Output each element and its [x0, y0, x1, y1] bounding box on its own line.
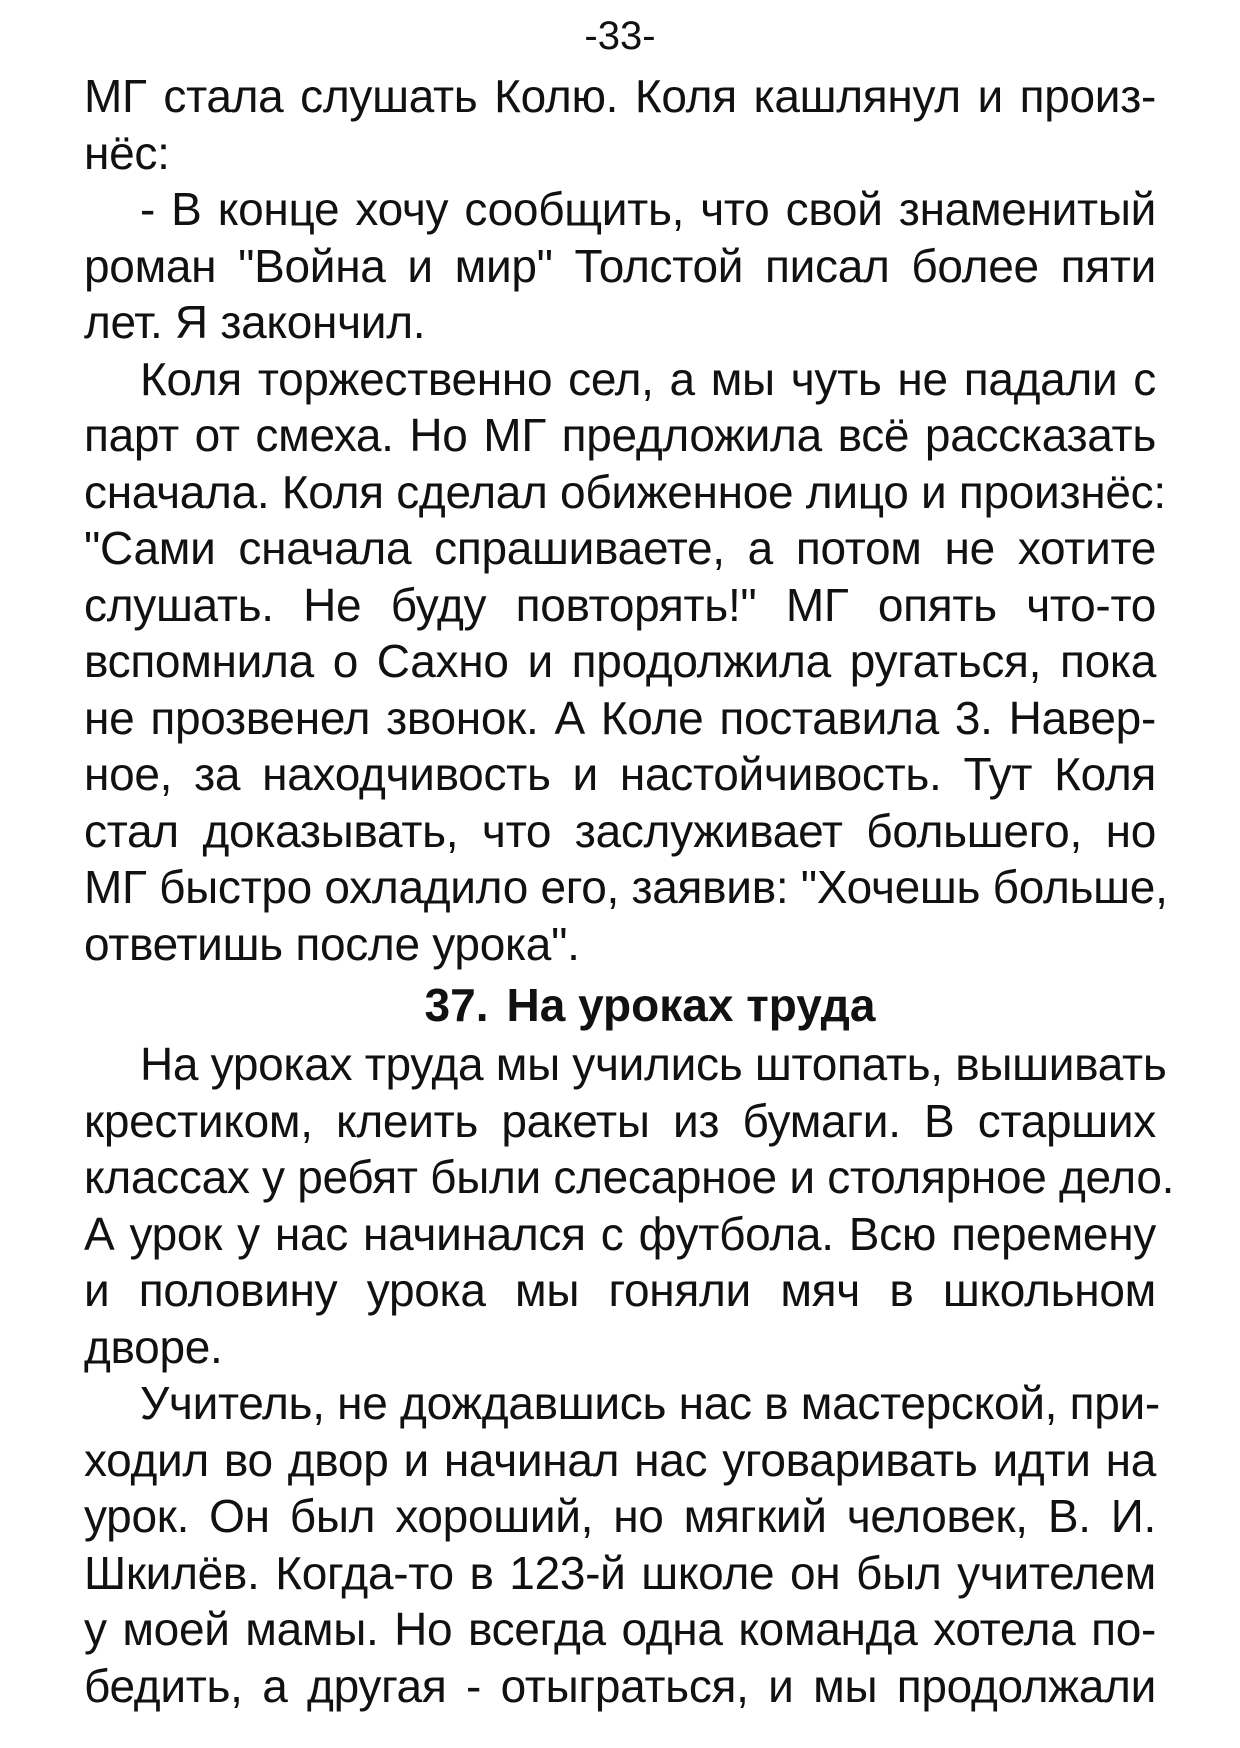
- text-line: ответишь после урока".: [84, 917, 580, 970]
- text-line: МГ быстро охладило его, заявив: "Хочешь больше,: [84, 861, 1168, 913]
- text-line: и половину урока мы гоняли мяч в школьном: [84, 1264, 1156, 1316]
- section-title: На уроках труда: [506, 979, 876, 1031]
- text-line: бедить, а другая - отыграться, и мы продолжали: [84, 1659, 1156, 1712]
- text-line: "Сами сначала спрашиваете, а потом не хотите: [84, 522, 1156, 574]
- text-line: крестиком, клеить ракеты из бумаги. В старших: [84, 1094, 1156, 1147]
- text-line: лет. Я закончил.: [84, 296, 426, 348]
- text-line: стал доказывать, что заслуживает большего, но: [84, 804, 1156, 857]
- text-line: - В конце хочу сообщить, что свой знаменитый: [140, 183, 1156, 235]
- text-line: нёс:: [84, 126, 170, 179]
- page-number: -33-: [584, 14, 656, 58]
- text-line: А урок у нас начинался с футбола. Всю перемену: [84, 1207, 1156, 1260]
- text-line: классах у ребят были слесарное и столярное дело.: [84, 1151, 1175, 1203]
- text-line: Учитель, не дождавшись нас в мастерской, при-: [140, 1377, 1160, 1429]
- text-line: Шкилёв. Когда-то в 123-й школе он был учителем: [84, 1546, 1156, 1599]
- text-line: не прозвенел звонок. А Коле поставила 3. Навер-: [84, 691, 1156, 744]
- section-heading: [84, 974, 1156, 1036]
- text-line: МГ стала слушать Колю. Коля кашлянул и произ-: [84, 70, 1156, 122]
- text-line: роман "Война и мир" Толстой писал более пяти: [84, 239, 1156, 292]
- text-line: вспомнила о Сахно и продолжила ругаться, пока: [84, 635, 1156, 687]
- text-line: Коля торжественно сел, а мы чуть не падали с: [140, 352, 1156, 405]
- book-page: [84, 0, 1175, 1748]
- text-line: сначала. Коля сделал обиженное лицо и произнёс:: [84, 465, 1166, 518]
- paragraph: [84, 1036, 1175, 1375]
- paragraph: [84, 181, 1156, 351]
- paragraph: [84, 68, 1156, 181]
- text-line: урок. Он был хороший, но мягкий человек, В. И.: [84, 1490, 1156, 1542]
- text-line: дворе.: [84, 1320, 223, 1373]
- text-line: На уроках труда мы учились штопать, вышивать: [140, 1038, 1167, 1090]
- text-line: ное, за находчивость и настойчивость. Тут Коля: [84, 748, 1156, 800]
- paragraph: [84, 351, 1168, 973]
- section-number: 37.: [424, 979, 489, 1031]
- text-line: слушать. Не буду повторять!" МГ опять что-то: [84, 578, 1156, 631]
- text-line: у моей мамы. Но всегда одна команда хотела по-: [84, 1603, 1156, 1655]
- text-line: ходил во двор и начинал нас уговаривать идти на: [84, 1433, 1156, 1486]
- paragraph: [84, 1375, 1160, 1714]
- text-line: парт от смеха. Но МГ предложила всё рассказать: [84, 409, 1156, 461]
